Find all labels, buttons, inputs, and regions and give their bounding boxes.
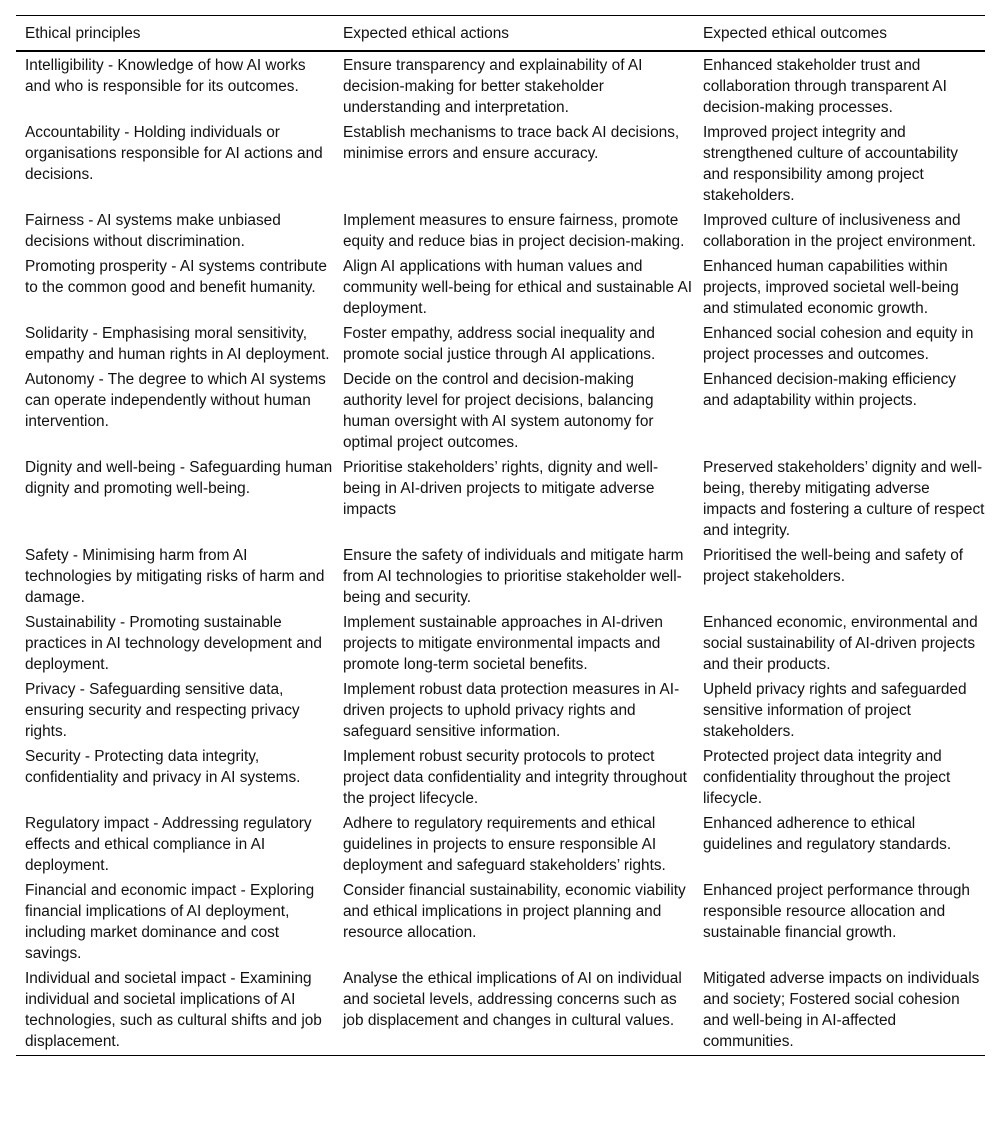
outcome-cell: Enhanced decision-making efficiency and adaptability within projects.: [703, 371, 956, 409]
table-row: [16, 207, 985, 253]
action-cell: Ensure transparency and explainability of AI decision-making for better stakeholder understanding and interpretation.: [343, 57, 643, 116]
outcome-cell: Improved culture of inclusiveness and collaboration in the project environment.: [703, 212, 976, 250]
table-row: [16, 676, 985, 743]
header-row: [16, 16, 985, 52]
principle-cell: Dignity and well-being - Safeguarding human dignity and promoting well-being.: [25, 459, 333, 497]
table-row: [16, 965, 985, 1056]
table-row: [16, 253, 985, 320]
principle-cell: Solidarity - Emphasising moral sensitivity, empathy and human rights in AI deployment.: [25, 325, 330, 363]
principle-cell: Security - Protecting data integrity, confidentiality and privacy in AI systems.: [25, 748, 301, 786]
principle-cell: Accountability - Holding individuals or organisations responsible for AI actions and decisions.: [25, 124, 323, 183]
principle-cell: Autonomy - The degree to which AI systems can operate independently without human intervention.: [25, 371, 326, 430]
principle-cell: Regulatory impact - Addressing regulatory effects and ethical compliance in AI deployment.: [25, 815, 312, 874]
action-cell: Establish mechanisms to trace back AI decisions, minimise errors and ensure accuracy.: [343, 124, 680, 162]
principle-cell: Sustainability - Promoting sustainable practices in AI technology development and deployment.: [25, 614, 322, 673]
outcome-cell: Enhanced economic, environmental and social sustainability of AI-driven projects and their products.: [703, 614, 978, 673]
principle-cell: Privacy - Safeguarding sensitive data, ensuring security and respecting privacy rights.: [25, 681, 300, 740]
outcome-cell: Enhanced social cohesion and equity in project processes and outcomes.: [703, 325, 974, 363]
outcome-cell: Preserved stakeholders’ dignity and well-being, thereby mitigating adverse impacts and fostering a culture of respect and integrity.: [703, 459, 985, 539]
table-row: [16, 454, 985, 542]
principle-cell: Fairness - AI systems make unbiased decisions without discrimination.: [25, 212, 281, 250]
action-cell: Implement robust security protocols to protect project data confidentiality and integrity throughout the project lifecycle.: [343, 748, 687, 807]
table-row: [16, 320, 985, 366]
outcome-cell: Prioritised the well-being and safety of project stakeholders.: [703, 547, 964, 585]
table-header: [16, 16, 985, 52]
outcome-cell: Protected project data integrity and confidentiality throughout the project lifecycle.: [703, 748, 951, 807]
principle-cell: Intelligibility - Knowledge of how AI works and who is responsible for its outcomes.: [25, 57, 306, 95]
table-row: [16, 877, 985, 965]
table-row: [16, 366, 985, 454]
principle-cell: Financial and economic impact - Exploring financial implications of AI deployment, including market dominance and cost savings.: [25, 882, 315, 962]
action-cell: Foster empathy, address social inequality and promote social justice through AI applications.: [343, 325, 656, 363]
action-cell: Implement measures to ensure fairness, promote equity and reduce bias in project decision-making.: [343, 212, 685, 250]
action-cell: Decide on the control and decision-making authority level for project decisions, balancing human oversight with AI system autonomy for optimal project outcomes.: [343, 371, 654, 451]
principle-cell: Promoting prosperity - AI systems contribute to the common good and benefit humanity.: [25, 258, 327, 296]
action-cell: Consider financial sustainability, economic viability and ethical implications in project planning and resource allocation.: [343, 882, 686, 941]
principle-cell: Safety - Minimising harm from AI technologies by mitigating risks of harm and damage.: [25, 547, 325, 606]
table-body: [16, 51, 985, 1056]
principle-cell: Individual and societal impact - Examining individual and societal implications of AI technologies, such as cultural shifts and job displacement.: [16, 965, 334, 1056]
outcome-cell: Upheld privacy rights and safeguarded sensitive information of project stakeholders.: [703, 681, 967, 740]
outcome-cell: Enhanced stakeholder trust and collaboration through transparent AI decision-making processes.: [703, 57, 947, 116]
action-cell: Adhere to regulatory requirements and ethical guidelines in projects to ensure responsible AI deployment and safeguard stakeholders’ rights.: [343, 815, 666, 874]
ethics-table: [16, 15, 985, 1056]
header-expected-ethical-outcomes: Expected ethical outcomes: [694, 16, 985, 52]
table-row: [16, 542, 985, 609]
table-row: [16, 51, 985, 119]
outcome-cell: Enhanced project performance through responsible resource allocation and sustainable financial growth.: [703, 882, 970, 941]
action-cell: Analyse the ethical implications of AI on individual and societal levels, addressing concerns such as job displacement and changes in cultural values.: [334, 965, 694, 1056]
action-cell: Implement robust data protection measures in AI-driven projects to uphold privacy rights and safeguard sensitive information.: [343, 681, 680, 740]
table-row: [16, 609, 985, 676]
action-cell: Prioritise stakeholders’ rights, dignity and well-being in AI-driven projects to mitigate adverse impacts: [343, 459, 659, 518]
outcome-cell: Enhanced adherence to ethical guidelines and regulatory standards.: [703, 815, 952, 853]
outcome-cell: Mitigated adverse impacts on individuals and society; Fostered social cohesion and well-being in AI-affected communities.: [694, 965, 985, 1056]
table-row: [16, 119, 985, 207]
table-row: [16, 810, 985, 877]
outcome-cell: Improved project integrity and strengthened culture of accountability and responsibility among project stakeholders.: [703, 124, 958, 204]
action-cell: Ensure the safety of individuals and mitigate harm from AI technologies to prioritise stakeholder well-being and security.: [343, 547, 684, 606]
header-ethical-principles: Ethical principles: [16, 16, 334, 52]
header-expected-ethical-actions: Expected ethical actions: [334, 16, 694, 52]
outcome-cell: Enhanced human capabilities within projects, improved societal well-being and stimulated economic growth.: [703, 258, 959, 317]
action-cell: Align AI applications with human values and community well-being for ethical and sustainable AI deployment.: [343, 258, 693, 317]
table-row: [16, 743, 985, 810]
action-cell: Implement sustainable approaches in AI-driven projects to mitigate environmental impacts and promote long-term societal benefits.: [343, 614, 663, 673]
